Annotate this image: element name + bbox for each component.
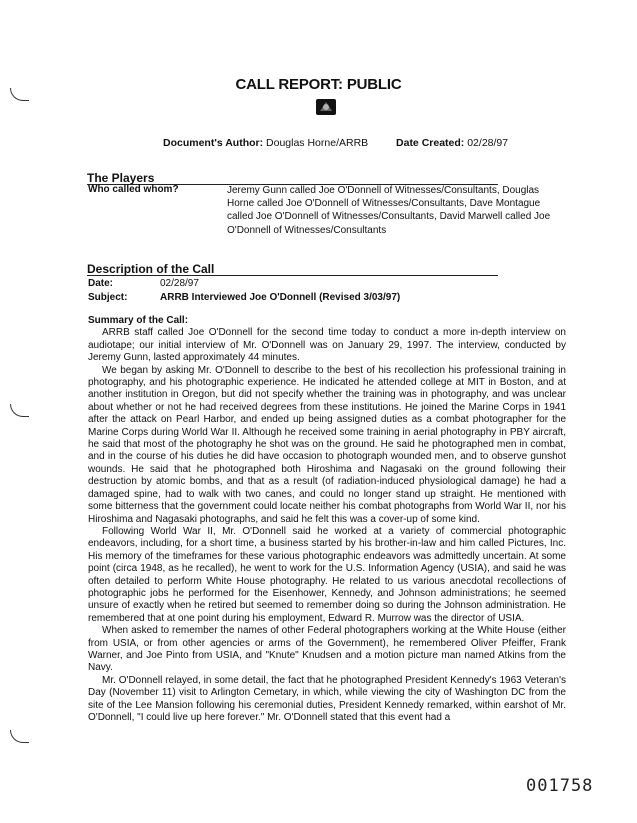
punch-mark-middle <box>10 404 29 417</box>
summary-paragraph: Mr. O'Donnell relayed, in some detail, the fact that he photographed President Kennedy's 1963 Veteran's Day (November 11) visit to Arlington Cemetary, in which, while viewing the city of Washington DC from the site of the Lee Mansion following his ceremonial duties, President Kennedy remarked, within earshot of Mr. O'Donnell, "I could live up here forever." Mr. O'Donnell stated that this event had a <box>88 674 566 723</box>
document-title: CALL REPORT: PUBLIC <box>235 76 402 93</box>
subject-value: ARRB Interviewed Joe O'Donnell (Revised 3/03/97) <box>160 292 401 303</box>
date-label: Date: <box>88 278 114 289</box>
date-created-label: Date Created: <box>396 137 465 149</box>
summary-paragraph: We began by asking Mr. O'Donnell to describe to the best of his recollection his professional training in photography, and his photographic experience. He indicated he attended college at MIT in Boston, and at another institution in Oregon, but did not specify whether the training was in photography, and was unclear about whether or not he had received degrees from these institutions. He joined the Marine Corps in 1941 after the attack on Pearl Harbor, and ended up being assigned duties as a combat photographer for the Marine Corps during World War II. Although he received some training in aerial photography in PBY aircraft, he said that most of the photography he shot was on the ground. He said he photographed men in combat, and in the course of his duties he did have occasion to photograph wounded men, and to observe gunshot wounds. He said that he photographed both Hiroshima and Nagasaki on the ground following their destruction by atomic bombs, and that as a result (of radiation-induced physiological damage) he had a damaged spine, had to walk with two canes, and could no longer stand up straight. He mentioned with some bitterness that the government could locate neither his combat photographs from World War II, nor his Hiroshima and Nagasaki photographs, and said he felt this was a cover-up of some kind. <box>88 364 566 525</box>
document-number-stamp: 001758 <box>526 776 594 796</box>
description-section-title: Description of the Call <box>87 262 215 276</box>
document-meta <box>163 137 508 149</box>
summary-paragraph: Following World War II, Mr. O'Donnell said he worked at a variety of commercial photographic endeavors, including, for a short time, a business started by his brother-in-law and him called Pictures, Inc. His memory of the timeframes for these various photographic endeavors was admittedly uncertain. At some point (circa 1948, as he recalled), he went to work for the U.S. Information Agency (USIA), and said he was often detailed to perform White House photography. He related to us various anecdotal recollections of photographic jobs he performed for the Eisenhower, Kennedy, and Johnson administrations; he seemed unsure of exactly when he retired but seemed to remember doing so during the Johnson administration. He remembered that at one point during his employment, Edward R. Murrow was the director of USIA. <box>88 525 566 624</box>
description-rule <box>87 275 498 276</box>
summary-body <box>88 315 566 724</box>
who-called-text: Jeremy Gunn called Joe O'Donnell of Witnesses/Consultants, Douglas Horne called Joe O'Donnell of Witnesses/Consultants, Dave Montague called Joe O'Donnell of Witnesses/Consultants, David Marwell called Joe O'Donnell of Witnesses/Consultants <box>227 185 551 236</box>
date-value: 02/28/97 <box>160 278 199 289</box>
subject-label: Subject: <box>88 292 128 303</box>
summary-paragraph: When asked to remember the names of other Federal photographers working at the White House (either from USIA, or from other agencies or arms of the Government), he remembered Oliver Pfeiffer, Frank Warner, and Joe Pinto from USIA, and "Knute" Knudsen and a motion picture man named Atkins from the Navy. <box>88 625 566 674</box>
author-label: Document's Author: <box>163 137 264 149</box>
who-called-label: Who called whom? <box>88 184 179 195</box>
players-section-title: The Players <box>87 171 155 185</box>
author-value: Douglas Horne/ARRB <box>266 137 369 149</box>
summary-heading: Summary of the Call: <box>88 315 189 326</box>
arrb-seal-icon <box>315 98 337 116</box>
punch-mark-bottom <box>10 730 29 743</box>
date-created-value: 02/28/97 <box>467 137 509 149</box>
summary-paragraph: ARRB staff called Joe O'Donnell for the second time today to conduct a more in-depth interview on audiotape; our initial interview of Mr. O'Donnell was on January 29, 1997. The interview, conducted by Jeremy Gunn, lasted approximately 44 minutes. <box>88 327 566 364</box>
